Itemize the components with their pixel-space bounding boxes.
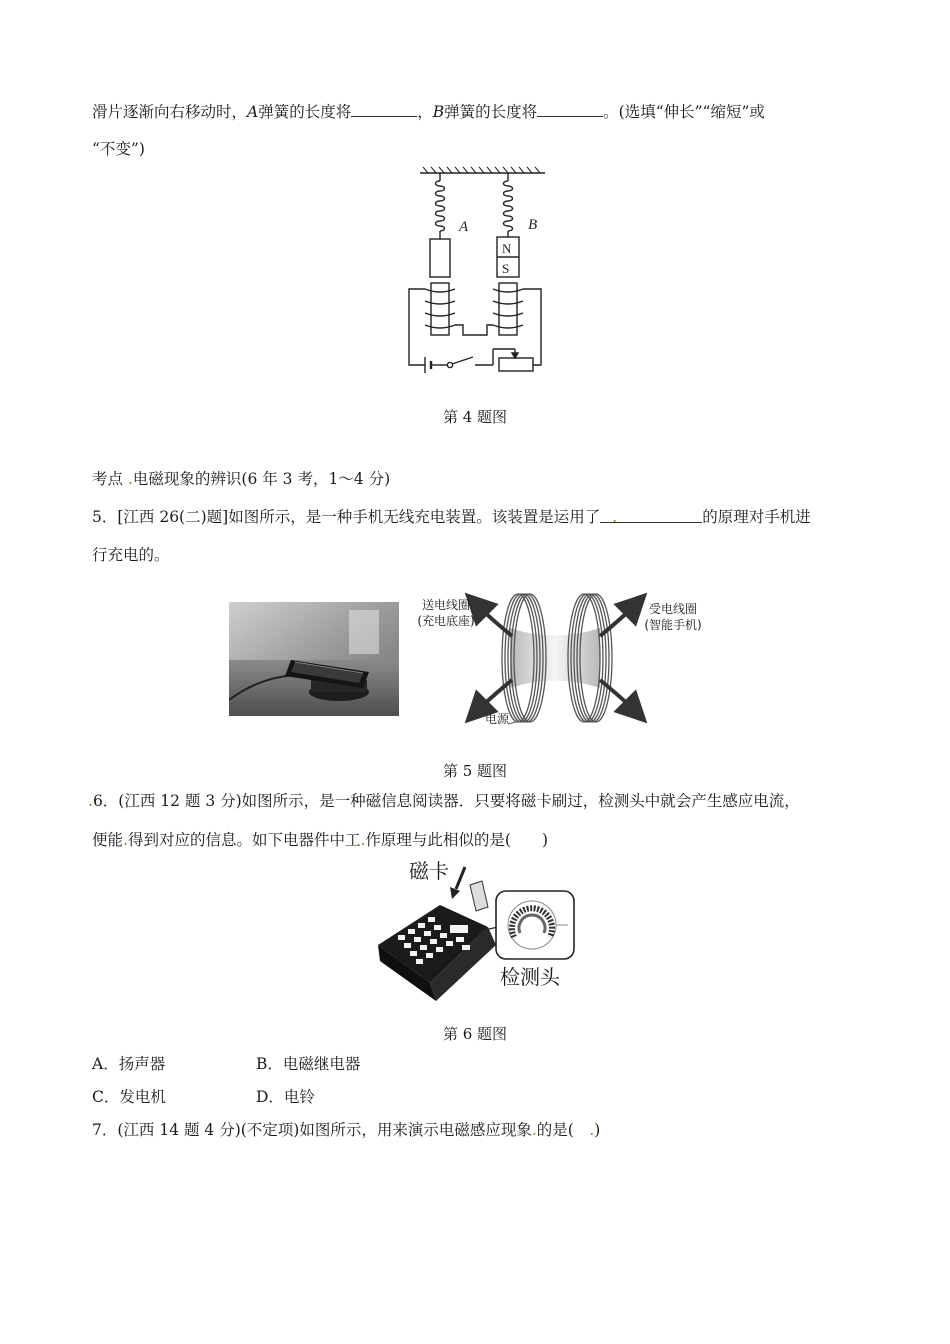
section-title: 电磁现象的辨识(6 年 3 考，1～4 分) <box>132 470 391 488</box>
q6-option-d[interactable]: D．电铃 <box>256 1088 315 1106</box>
q6-line-1 <box>88 790 800 812</box>
q5-line-1 <box>92 506 811 528</box>
q5-label-receive-coil <box>640 601 706 633</box>
q6-options-row-1 <box>92 1053 360 1075</box>
q5-label-power: 电源 <box>485 712 510 726</box>
q4-answer-blank-a[interactable] <box>351 100 417 117</box>
q6-options-row-2 <box>92 1086 315 1108</box>
q4-figure-springs-circuit <box>395 165 560 380</box>
q6-dot: . <box>123 831 128 849</box>
q6-option-b[interactable]: B．电磁继电器 <box>256 1055 361 1073</box>
q6-text: 得到对应的信息。如下电器件中工 <box>127 831 361 849</box>
q6-option-a[interactable]: A．扬声器 <box>92 1055 166 1073</box>
q4-text: 滑片逐渐向右移动时， <box>92 103 248 121</box>
q5-label-send-line1: 送电线圈 <box>421 598 470 612</box>
q4-line-1 <box>92 100 765 123</box>
q4-line-2: “不变”) <box>92 140 145 158</box>
q6-figure-caption: 第 6 题图 <box>442 1025 508 1043</box>
q4-figure-caption: 第 4 题图 <box>442 408 508 426</box>
q5-text: 5．[江西 26(二)题]如图所示，是一种手机无线充电装置。该装置是运用了 <box>92 508 601 526</box>
q6-text: 便能 <box>92 831 124 849</box>
q7-line <box>92 1119 600 1141</box>
section-heading <box>92 468 390 490</box>
q4-text: ， <box>417 103 433 121</box>
q4-text: 。(选填“伸长”“缩短”或 <box>603 103 765 121</box>
q5-line-2: 行充电的。 <box>92 546 170 564</box>
q5-text: 的原理对手机进 <box>702 508 811 526</box>
q4-answer-blank-b[interactable] <box>537 100 603 117</box>
q5-label-send-coil <box>416 597 476 629</box>
q5-blank-dot: . <box>612 508 618 526</box>
q4-figure-label-s: S <box>502 261 510 276</box>
q7-text: ) <box>594 1121 601 1139</box>
q4-figure-label-a: A <box>459 219 469 235</box>
q6-line-2 <box>92 829 548 851</box>
q5-label-send-line2: (充电底座) <box>417 614 475 628</box>
q6-label-detector-head: 检测头 <box>500 965 560 989</box>
q4-text: 弹簧的长度将 <box>444 103 538 121</box>
q4-var-a: A <box>247 103 259 121</box>
q7-dot: . <box>589 1121 595 1139</box>
q5-label-receive-line2: (智能手机) <box>644 618 702 632</box>
q7-text: 7．(江西 14 题 4 分)(不定项)如图所示，用来演示电磁感应现象 <box>92 1121 532 1139</box>
q6-option-c[interactable]: C．发电机 <box>92 1088 166 1106</box>
q4-text: 弹簧的长度将 <box>258 103 352 121</box>
q5-label-receive-line1: 受电线圈 <box>648 602 697 616</box>
q7-text: 的是( <box>536 1121 590 1139</box>
q6-text: 作原理与此相似的是( ) <box>365 831 549 849</box>
section-prefix: 考点 <box>92 470 124 488</box>
q6-label-card: 磁卡 <box>409 859 449 883</box>
q6-dot: . <box>360 831 366 849</box>
q5-figure-caption: 第 5 题图 <box>442 762 508 780</box>
q4-figure-label-n: N <box>502 241 512 256</box>
q4-figure-label-b: B <box>528 217 538 233</box>
q4-var-b: B <box>432 103 445 121</box>
q7-dot: . <box>531 1121 537 1139</box>
section-dot: . <box>127 470 133 488</box>
q6-dot: . <box>88 792 93 810</box>
q5-phone-charging-photo <box>229 602 399 716</box>
q5-answer-blank[interactable] <box>600 506 702 526</box>
q6-text: 6．(江西 12 题 3 分)如图所示，是一种磁信息阅读器．只要将磁卡刷过，检测头中就会产生感应电流， <box>92 792 800 810</box>
